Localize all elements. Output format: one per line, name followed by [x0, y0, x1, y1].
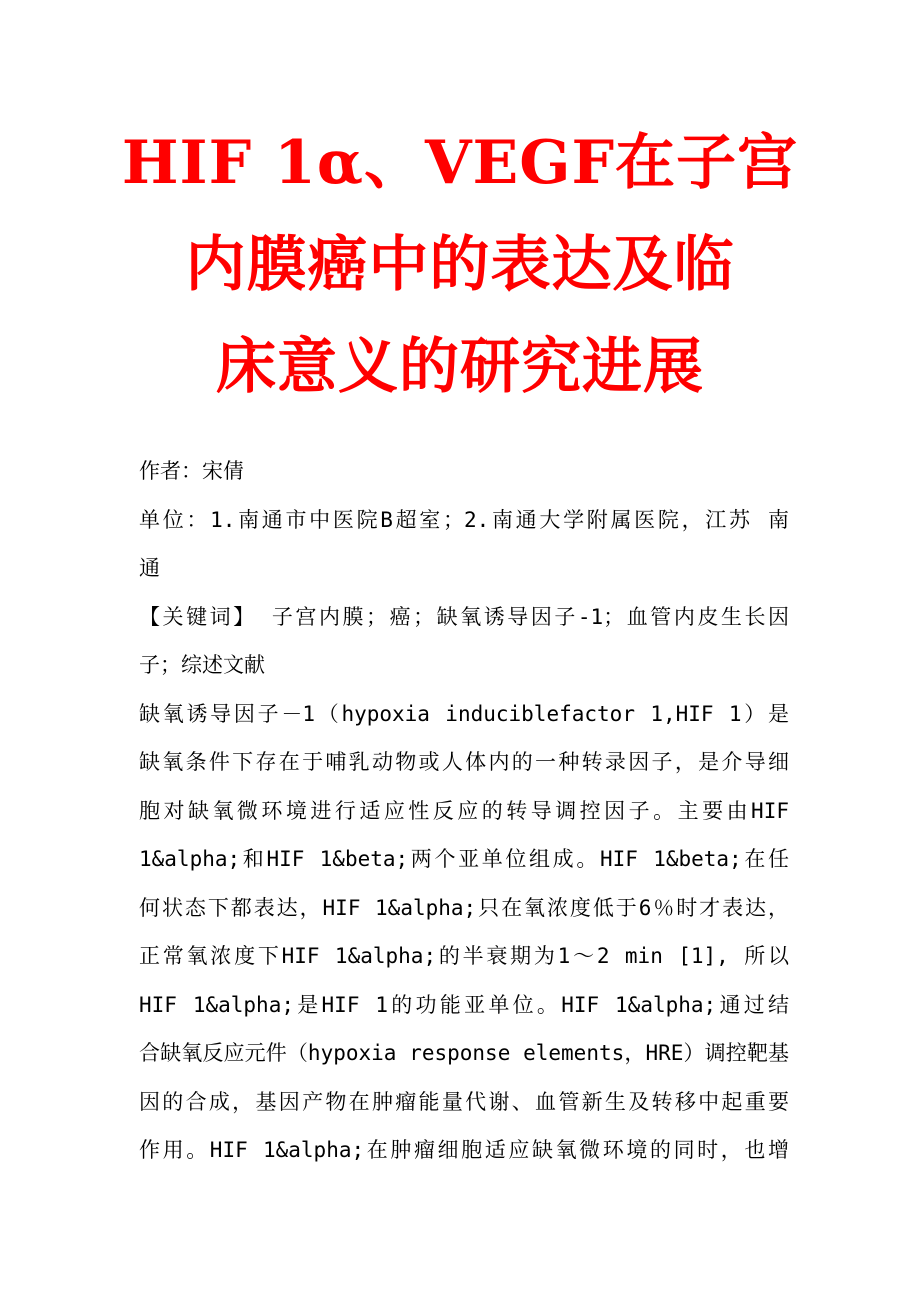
paragraph-line: HIF 1&alpha;是HIF 1的功能亚单位。HIF 1&alpha;通过结 [139, 992, 789, 1017]
title-line-2: 内膜癌中的表达及临 [185, 230, 735, 300]
affiliation-line-2: 通 [139, 556, 160, 580]
paragraph-line: 何状态下都表达，HIF 1&alpha;只在氧浓度低于6％时才表达， [139, 895, 789, 920]
paragraph-line: 作用。HIF 1&alpha;在肿瘤细胞适应缺氧微环境的同时，也增 [139, 1138, 789, 1162]
paragraph-line: 胞对缺氧微环境进行适应性反应的转导调控因子。主要由HIF [139, 798, 789, 823]
document-title [110, 112, 810, 418]
paragraph-line: 因的合成，基因产物在肿瘤能量代谢、血管新生及转移中起重要 [139, 1089, 789, 1114]
affiliation-line-1: 单位：1.南通市中医院B超室；2.南通大学附属医院，江苏 南 [139, 507, 789, 532]
paragraph-line: 合缺氧反应元件（hypoxia response elements，HRE）调控靶基 [139, 1041, 789, 1065]
keywords-line-1: 【关键词】 子宫内膜；癌；缺氧诱导因子-1；血管内皮生长因 [139, 604, 789, 629]
paragraph-line: 正常氧浓度下HIF 1&alpha;的半衰期为1～2 min [1], 所以 [139, 944, 789, 968]
title-line-3: 床意义的研究进展 [216, 332, 704, 402]
paragraph-line: 1&alpha;和HIF 1&beta;两个亚单位组成。HIF 1&beta;在任 [139, 847, 789, 871]
title-line-1: HIF 1α、VEGF在子宫 [121, 128, 799, 198]
paragraph-line: 缺氧条件下存在于哺乳动物或人体内的一种转录因子，是介导细 [139, 750, 789, 774]
keywords-line-2: 子；综述文献 [139, 653, 265, 677]
author-line: 作者：宋倩 [139, 459, 244, 483]
paragraph-line: 缺氧诱导因子－1（hypoxia induciblefactor 1,HIF 1）是 [139, 701, 789, 726]
document-body [139, 447, 789, 1175]
